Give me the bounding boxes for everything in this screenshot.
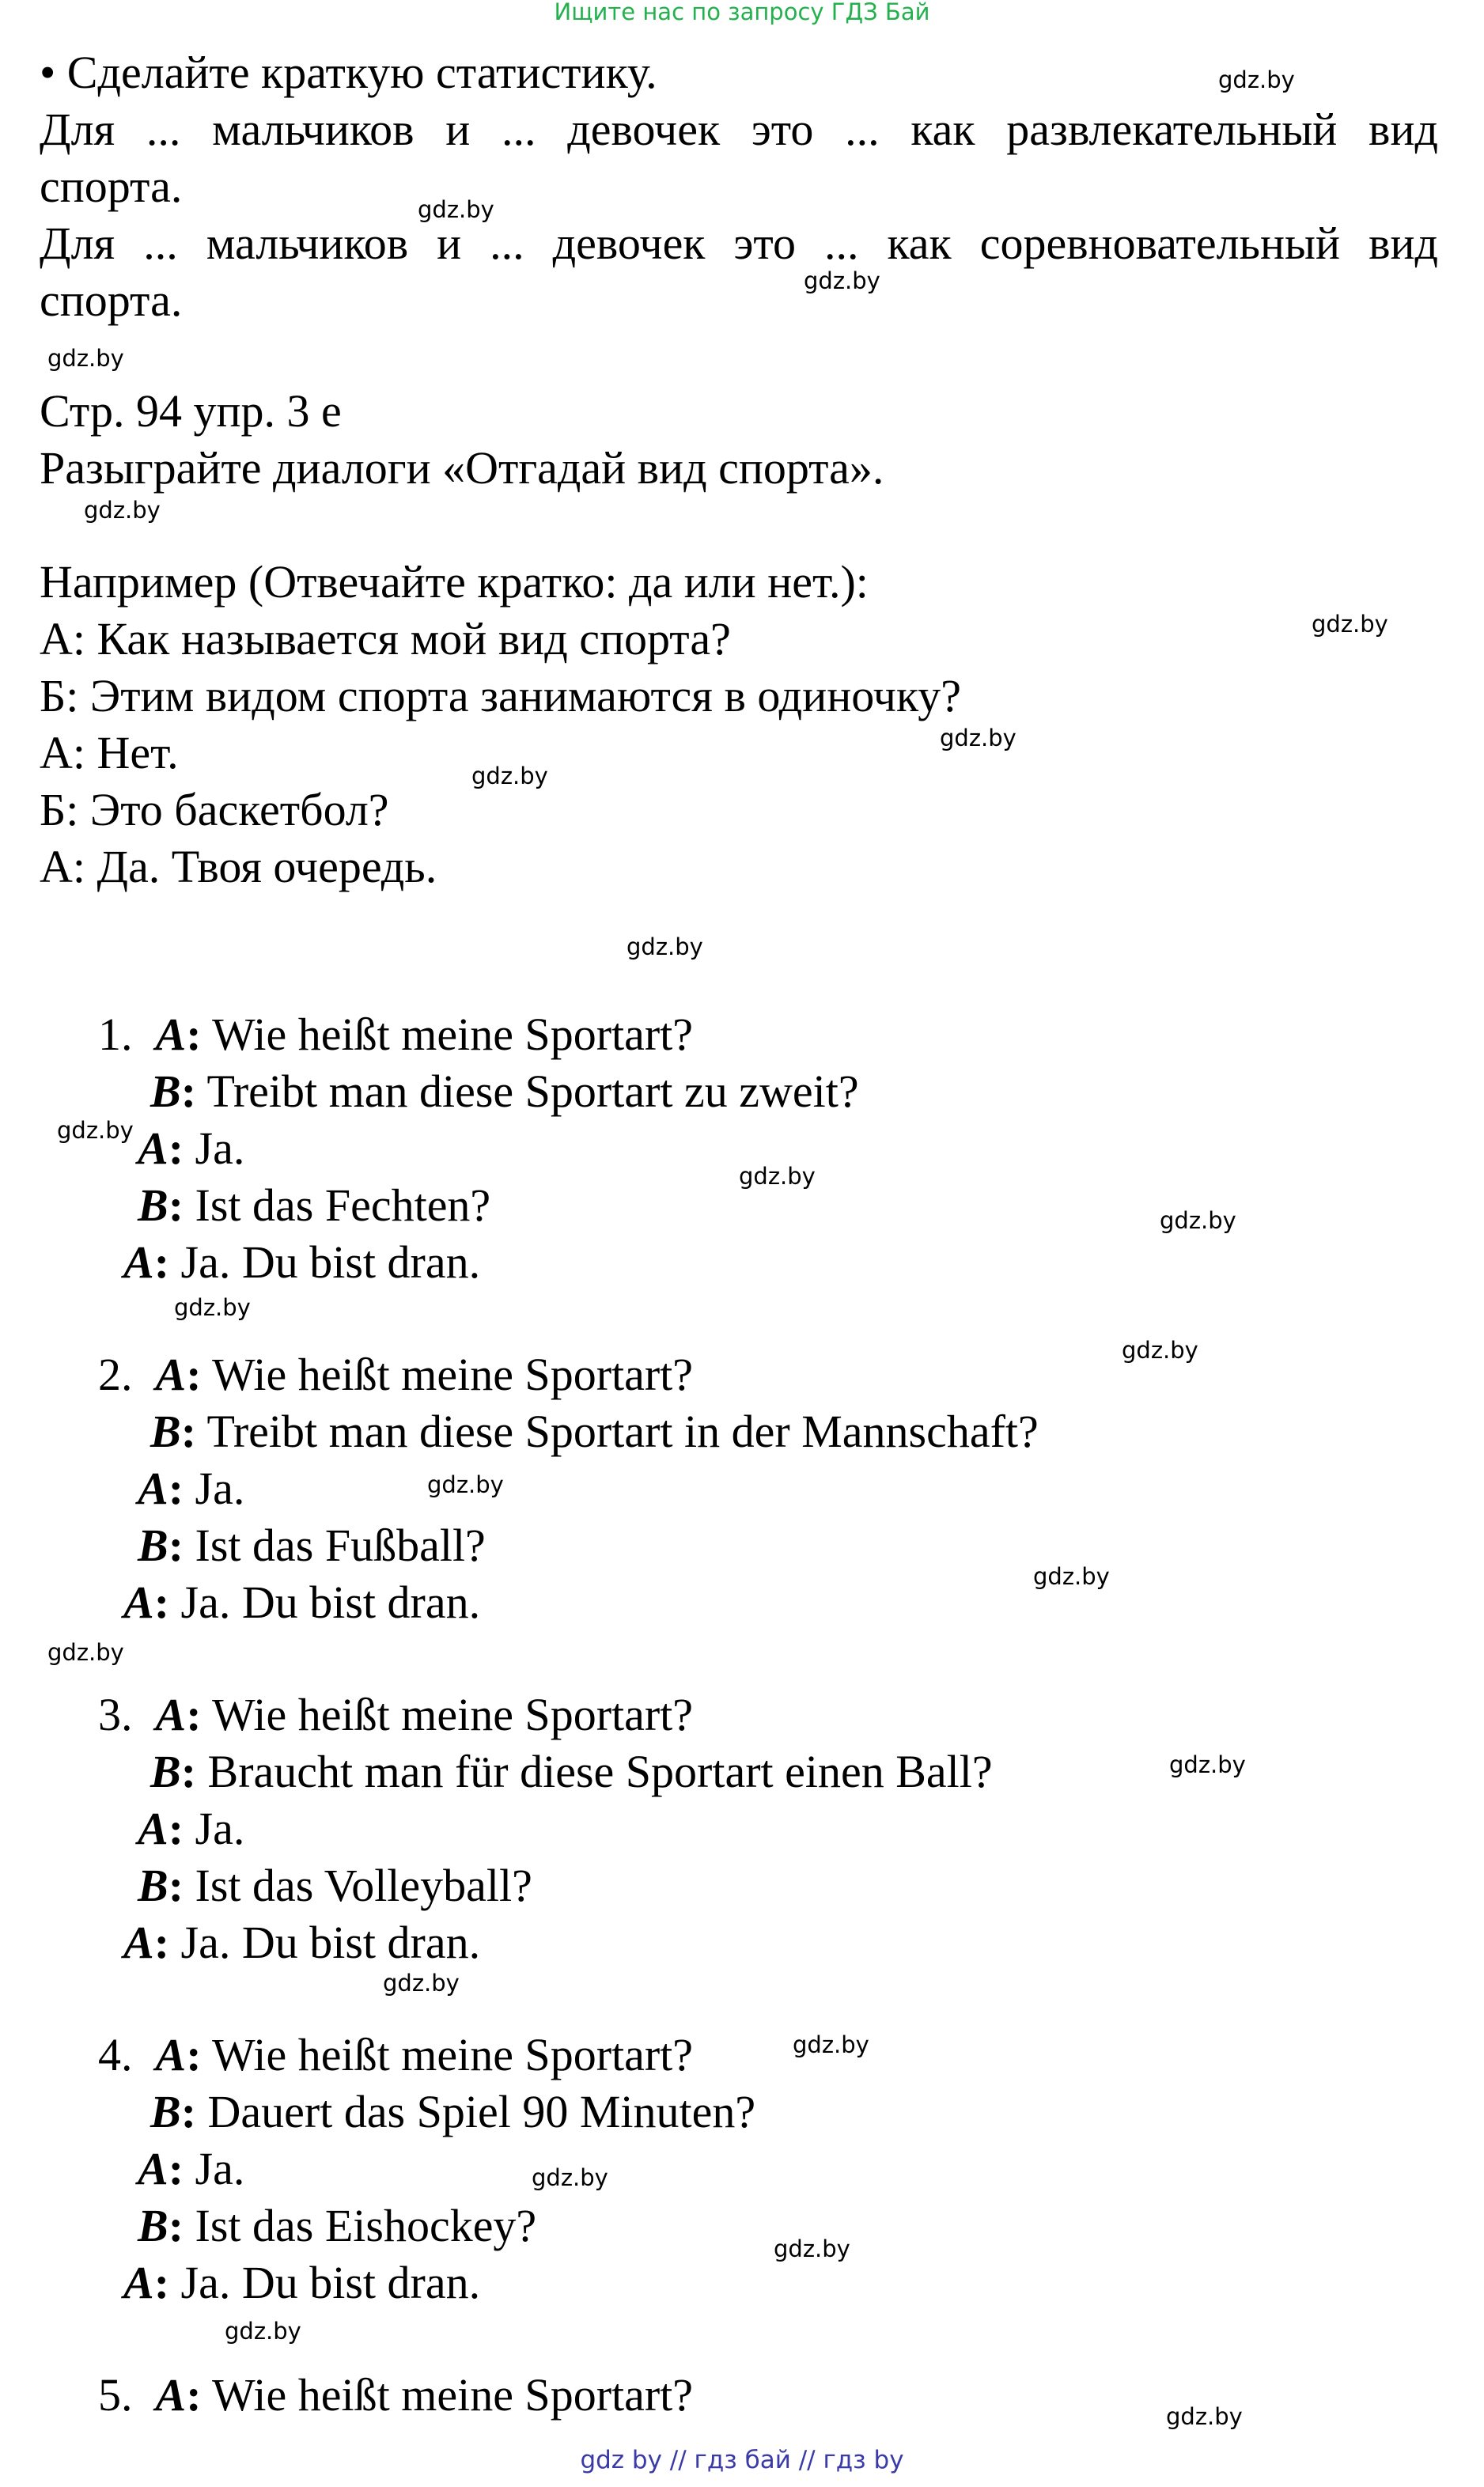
dialogue-2-question: 2. A: Wie heißt meine Sportart? <box>98 1349 694 1400</box>
watermark: gdz.by <box>774 2235 850 2262</box>
dialogue-2-a1: A: Ja. <box>138 1463 245 1514</box>
watermark: gdz.by <box>427 1471 504 1498</box>
dialogue-4-a2: A: Ja. Du bist dran. <box>123 2257 481 2308</box>
dialogue-3-a1: A: Ja. <box>138 1803 245 1854</box>
watermark: gdz.by <box>84 497 161 524</box>
dialogue-3-b2: B: Ist das Volleyball? <box>138 1860 532 1911</box>
watermark: gdz.by <box>793 2031 869 2058</box>
watermark: gdz.by <box>532 2164 608 2191</box>
watermark: gdz.by <box>1169 1751 1246 1778</box>
intro-line-1a: Для ... мальчиков и ... девочек это ... как развлекательный вид <box>40 104 1438 155</box>
intro-line-2b: спорта. <box>40 274 183 326</box>
dialogue-4-question: 4. A: Wie heißt meine Sportart? <box>98 2029 694 2080</box>
watermark: gdz.by <box>1122 1337 1198 1364</box>
dialogue-2-b2: B: Ist das Fußball? <box>138 1520 486 1571</box>
watermark: gdz.by <box>804 267 880 294</box>
example-line: Б: Это баскетбол? <box>40 784 389 835</box>
example-header: Например (Отвечайте кратко: да или нет.): <box>40 556 869 608</box>
dialogue-3-a2: A: Ja. Du bist dran. <box>123 1917 481 1968</box>
dialogue-3-question: 3. A: Wie heißt meine Sportart? <box>98 1689 694 1740</box>
dialogue-1-a2: A: Ja. Du bist dran. <box>123 1236 481 1288</box>
footer-links[interactable]: gdz by // гдз бай // гдз by <box>580 2446 904 2474</box>
watermark: gdz.by <box>1312 611 1388 638</box>
dialogue-1-question: 1. A: Wie heißt meine Sportart? <box>98 1009 694 1060</box>
watermark: gdz.by <box>1160 1207 1236 1234</box>
watermark: gdz.by <box>471 763 548 789</box>
exercise-instruction: Разыграйте диалоги «Отгадай вид спорта». <box>40 442 884 494</box>
example-line: А: Как называется мой вид спорта? <box>40 613 731 664</box>
dialogue-1-b1: B: Treibt man diese Sportart zu zweit? <box>150 1066 859 1117</box>
watermark: gdz.by <box>1218 66 1295 93</box>
intro-line-2a: Для ... мальчиков и ... девочек это ... как соревновательный вид <box>40 218 1438 269</box>
watermark: gdz.by <box>383 1970 460 1997</box>
dialogue-1-b2: B: Ist das Fechten? <box>138 1179 491 1231</box>
top-banner[interactable]: Ищите нас по запросу ГДЗ Бай <box>554 0 930 25</box>
example-line: А: Да. Твоя очередь. <box>40 841 437 892</box>
dialogue-1-a1: A: Ja. <box>138 1122 245 1174</box>
watermark: gdz.by <box>627 933 703 960</box>
dialogue-5-question: 5. A: Wie heißt meine Sportart? <box>98 2369 694 2421</box>
dialogue-3-b1: B: Braucht man für diese Sportart einen Ball? <box>150 1746 993 1797</box>
dialogue-2-b1: B: Treibt man diese Sportart in der Mannschaft? <box>150 1406 1039 1457</box>
watermark: gdz.by <box>418 196 494 223</box>
watermark: gdz.by <box>1166 2403 1243 2430</box>
watermark: gdz.by <box>739 1163 816 1190</box>
watermark: gdz.by <box>57 1117 134 1144</box>
watermark: gdz.by <box>940 725 1016 751</box>
dialogue-4-b2: B: Ist das Eishockey? <box>138 2200 537 2251</box>
intro-line-1b: спорта. <box>40 161 183 212</box>
example-line: А: Нет. <box>40 727 179 778</box>
example-line: Б: Этим видом спорта занимаются в одиночку? <box>40 670 962 721</box>
watermark: gdz.by <box>47 1639 124 1666</box>
dialogue-4-b1: B: Dauert das Spiel 90 Minuten? <box>150 2086 756 2137</box>
watermark: gdz.by <box>174 1294 251 1321</box>
dialogue-4-a1: A: Ja. <box>138 2143 245 2194</box>
watermark: gdz.by <box>47 345 124 372</box>
watermark: gdz.by <box>1033 1563 1110 1590</box>
watermark: gdz.by <box>225 2318 301 2345</box>
dialogue-2-a2: A: Ja. Du bist dran. <box>123 1577 481 1628</box>
statistic-title: • Сделайте краткую статистику. <box>40 47 657 98</box>
exercise-reference: Стр. 94 упр. 3 е <box>40 385 342 437</box>
